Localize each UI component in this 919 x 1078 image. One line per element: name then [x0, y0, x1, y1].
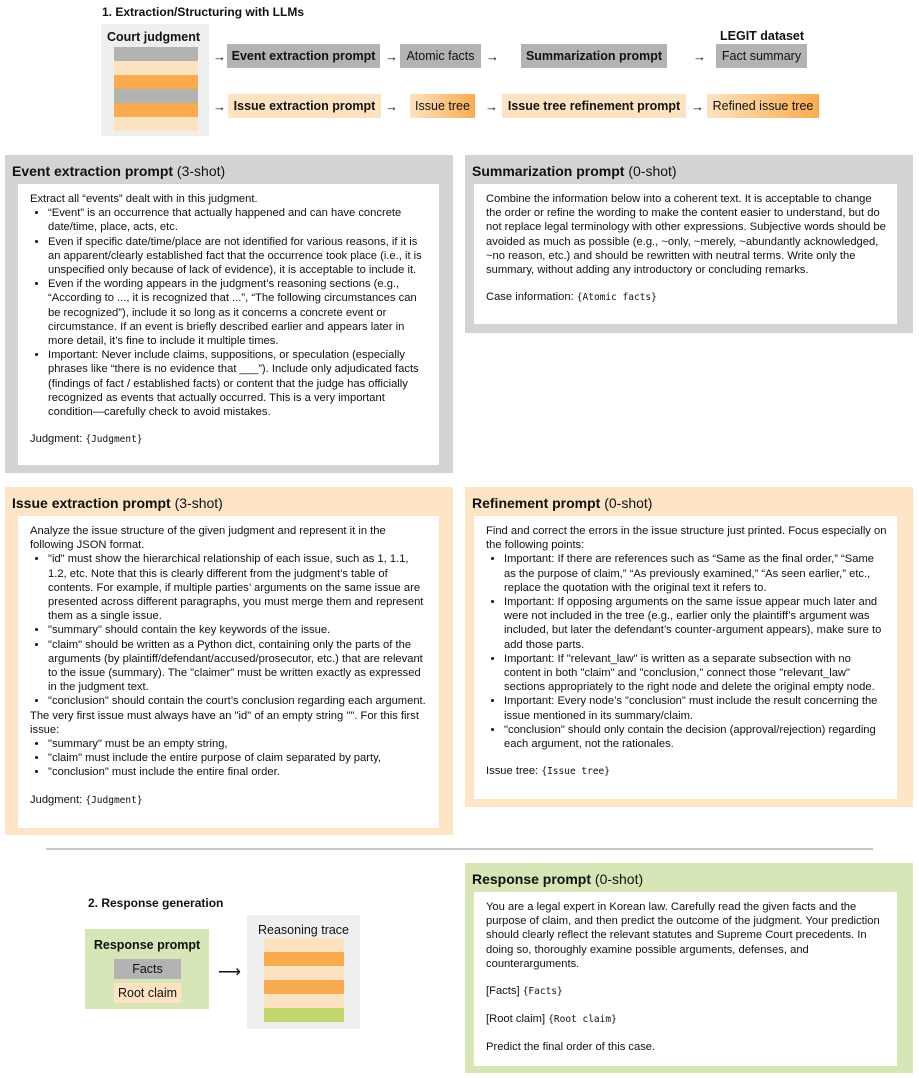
arrow-icon: → [691, 99, 704, 114]
reasoning-trace-box [247, 915, 360, 1029]
trace-stripe-peach [264, 994, 344, 1008]
prompt-text: Find and correct the errors in the issue structure just printed. Focus especially on the following points: • Important: If there are references such as “Same as the final order,” “Same as the purpose of claim,” “As previously examined,” “As seen earlier,” etc., replace the quotation with the original text it refers to. • Important: If opposing arguments on the same issue appear much later and were not included in the tree (e.g., earlier only the plaintiff’s argument was included, but later the defendant’s counter-argument appears), make sure to add those parts. • Important: If "relevant_law" is written as a separate subsection with no content in both "claim" and "conclusion," connect those "relevant_law" sections appropriately to the right node and delete the original empty node. • Important: Every node’s "conclusion" must include the result concerning the issue mentioned in its summary/claim. • "conclusion" should only contain the decision (approval/rejection) regarding each argument, not the rationales. Issue tree: {Issue tree} [474, 516, 897, 799]
issue-tree-box: Issue tree [410, 94, 475, 118]
prompt-text: You are a legal expert in Korean law. Carefully read the given facts and the purpose of claim, and then predict the outcome of the judgment. Your prediction should clearly reflect the relevant statutes and Supreme Court precedents. In doing so, thoroughly examine possible arguments, defenses, and counterarguments. [Facts] {Facts} [Root claim] {Root claim} Predict the final order of this case. [474, 892, 897, 1066]
panel-title: Refinement prompt (0-shot) [472, 495, 653, 511]
facts-box: Facts [114, 959, 181, 979]
trace-stripe-orange [264, 980, 344, 994]
panel-title: Issue extraction prompt (3-shot) [12, 495, 223, 511]
response-prompt-box [85, 929, 209, 1009]
section1-title: 1. Extraction/Structuring with LLMs [102, 5, 305, 19]
event-extraction-panel [5, 155, 453, 473]
prompt-text: Combine the information below into a coherent text. It is acceptable to change the order or refine the wording to make the content easier to understand, but do not replace legal terminology with other expressions. Subjective words should be avoided as much as possible (e.g., ~only, ~merely, ~abundantly acknowledged, ~no reason, etc.) and should be rewritten with neutral terms. Write only the summary, without adding any introductory or concluding remarks. Case information: {Atomic facts} [474, 184, 897, 324]
issue-extraction-panel [5, 487, 453, 835]
trace-stripe-green [264, 1008, 344, 1022]
panel-title: Response prompt (0-shot) [472, 871, 644, 887]
prompt-text: Analyze the issue structure of the given judgment and represent it in the following JSON format. • "id" must show the hierarchical relationship of each issue, such as 1, 1.1, 1.2, etc. Note that this is clearly different from the judgment’s table of contents. For example, if multiple parties’ arguments on the same issue are presented across different paragraphs, you must merge them and represent them as a single issue. • "summary" should contain the key keywords of the issue. • "claim" should be written as a Python dict, containing only the parts of the arguments (by plaintiff/defendant/accused/prosecutor, etc.) that are relevant to the issue (summary). The "claimer" must be written exactly as expressed in the judgment text. • "conclusion" should contain the court’s conclusion regarding each argument. The very first issue must always have an "id" of an empty string "". For this first issue: • "summary" must be an empty string, • "claim" must include the entire purpose of claim separated by party, • "conclusion" must include the entire final order. Judgment: {Judgment} [18, 516, 439, 828]
court-judgment-box [101, 24, 209, 136]
issue-extraction-prompt-box: Issue extraction prompt [228, 94, 381, 118]
reasoning-trace-label: Reasoning trace [257, 923, 350, 937]
trace-stripe-peach [264, 938, 344, 952]
arrow-icon: ⟶ [218, 964, 241, 981]
bullet-list: • Important: If there are references such as “Same as the final order,” “Same as the purpose of claim,” “As previously examined,” “As seen earlier,” etc., replace the quotation with the original text it refers to. • Important: If opposing arguments on the same issue appear much later and were not included in the tree (e.g., earlier only the plaintiff’s argument was included, but later the defendant’s counter-argument appears), make sure to add those parts. • Important: If "relevant_law" is written as a separate subsection with no content in both "claim" and "conclusion," connect those "relevant_law" sections appropriately to the right node and delete the original empty node. • Important: Every node’s "conclusion" must include the result concerning the issue mentioned in its summary/claim. • "conclusion" should only contain the decision (approval/rejection) regarding each argument, not the rationales. [486, 552, 887, 751]
court-judgment-label: Court judgment [107, 30, 201, 44]
prompt-footer: Judgment: {Judgment} [30, 433, 143, 446]
doc-stripe-peach [114, 61, 198, 75]
panel-title: Event extraction prompt (3-shot) [12, 163, 226, 179]
event-extraction-prompt-box: Event extraction prompt [227, 44, 380, 68]
section2-title: 2. Response generation [88, 896, 224, 910]
arrow-icon: → [485, 99, 498, 114]
legit-dataset-label: LEGIT dataset [720, 29, 805, 43]
atomic-facts-box: Atomic facts [400, 44, 481, 68]
arrow-icon: → [213, 49, 226, 64]
arrow-icon: → [385, 49, 398, 64]
summarization-panel [465, 155, 913, 333]
prompt-footer: Case information: {Atomic facts} [486, 291, 657, 304]
arrow-icon: → [213, 99, 226, 114]
section-divider [46, 848, 873, 850]
root-claim-box: Root claim [114, 983, 181, 1003]
prompt-footer: Issue tree: {Issue tree} [486, 765, 610, 778]
fact-summary-box: Fact summary [716, 44, 807, 68]
summarization-prompt-box: Summarization prompt [521, 44, 667, 68]
refined-issue-tree-box: Refined issue tree [707, 94, 819, 118]
doc-stripe-orange [114, 103, 198, 117]
response-prompt-panel [465, 863, 913, 1073]
doc-stripe-gray [114, 47, 198, 61]
prompt-text: Extract all “events” dealt with in this judgment. • “Event” is an occurrence that actually happened and can have concrete date/time, place, acts, etc. • Even if specific date/time/place are not identified for various reasons, if it is an apparent/clearly established fact that the occurrence took place (i.e., it is unspecified only because of lack of evidence), it is acceptable to include it. • Even if the wording appears in the judgment’s reasoning sections (e.g., “According to ..., it is recognized that ...”, “The following circumstances can be recognized”), include it so long as it concerns a concrete event or circumstance. If an event is briefly described earlier and appears later in more detail, it’s fine to include it multiple times. • Important: Never include claims, suppositions, or speculation (especially phrases like “there is no evidence that ___”). Include only adjudicated facts (findings of fact / established facts) or content that the judge has officially recognized as events that actually occurred. This is a very important condition—carefully check to avoid mistakes. Judgment: {Judgment} [18, 184, 439, 465]
prompt-footer: Judgment: {Judgment} [30, 793, 143, 806]
arrow-icon: → [486, 49, 499, 64]
doc-stripe-peach [114, 117, 198, 131]
bullet-list: • "id" must show the hierarchical relationship of each issue, such as 1, 1.1, 1.2, etc. Note that this is clearly different from the judgment’s table of contents. For example, if multiple parties’ arguments on the same issue are presented across different paragraphs, you must merge them and represent them as a single issue. • "summary" should contain the key keywords of the issue. • "claim" should be written as a Python dict, containing only the parts of the arguments (by plaintiff/defendant/accused/prosecutor, etc.) that are relevant to the issue (summary). The "claimer" must be written exactly as expressed in the judgment text. • "conclusion" should contain the court’s conclusion regarding each argument. [30, 552, 429, 708]
doc-stripe-gray [114, 89, 198, 103]
response-prompt-label: Response prompt [93, 938, 201, 952]
arrow-icon: → [693, 49, 706, 64]
trace-stripe-orange [264, 952, 344, 966]
issue-tree-refinement-prompt-box: Issue tree refinement prompt [502, 94, 686, 118]
doc-stripe-orange [114, 75, 198, 89]
refinement-panel [465, 487, 913, 807]
trace-stripe-peach [264, 966, 344, 980]
bullet-list: • “Event” is an occurrence that actually happened and can have concrete date/time, place, acts, etc. • Even if specific date/time/place are not identified for various reasons, if it is an apparent/clearly established fact that the occurrence took place (i.e., it is unspecified only because of lack of evidence), it is acceptable to include it. • Even if the wording appears in the judgment’s reasoning sections (e.g., “According to ..., it is recognized that ...”, “The following circumstances can be recognized”), include it so long as it concerns a concrete event or circumstance. If an event is briefly described earlier and appears later in more detail, it’s fine to include it multiple times. • Important: Never include claims, suppositions, or speculation (especially phrases like “there is no evidence that ___”). Include only adjudicated facts (findings of fact / established facts) or content that the judge has officially recognized as events that actually occurred. This is a very important condition—carefully check to avoid mistakes. [30, 206, 429, 419]
arrow-icon: → [385, 99, 398, 114]
panel-title: Summarization prompt (0-shot) [472, 163, 677, 179]
bullet-list: • "summary" must be an empty string, • "claim" must include the entire purpose of claim separated by party, • "conclusion" must include the entire final order. [30, 737, 429, 780]
